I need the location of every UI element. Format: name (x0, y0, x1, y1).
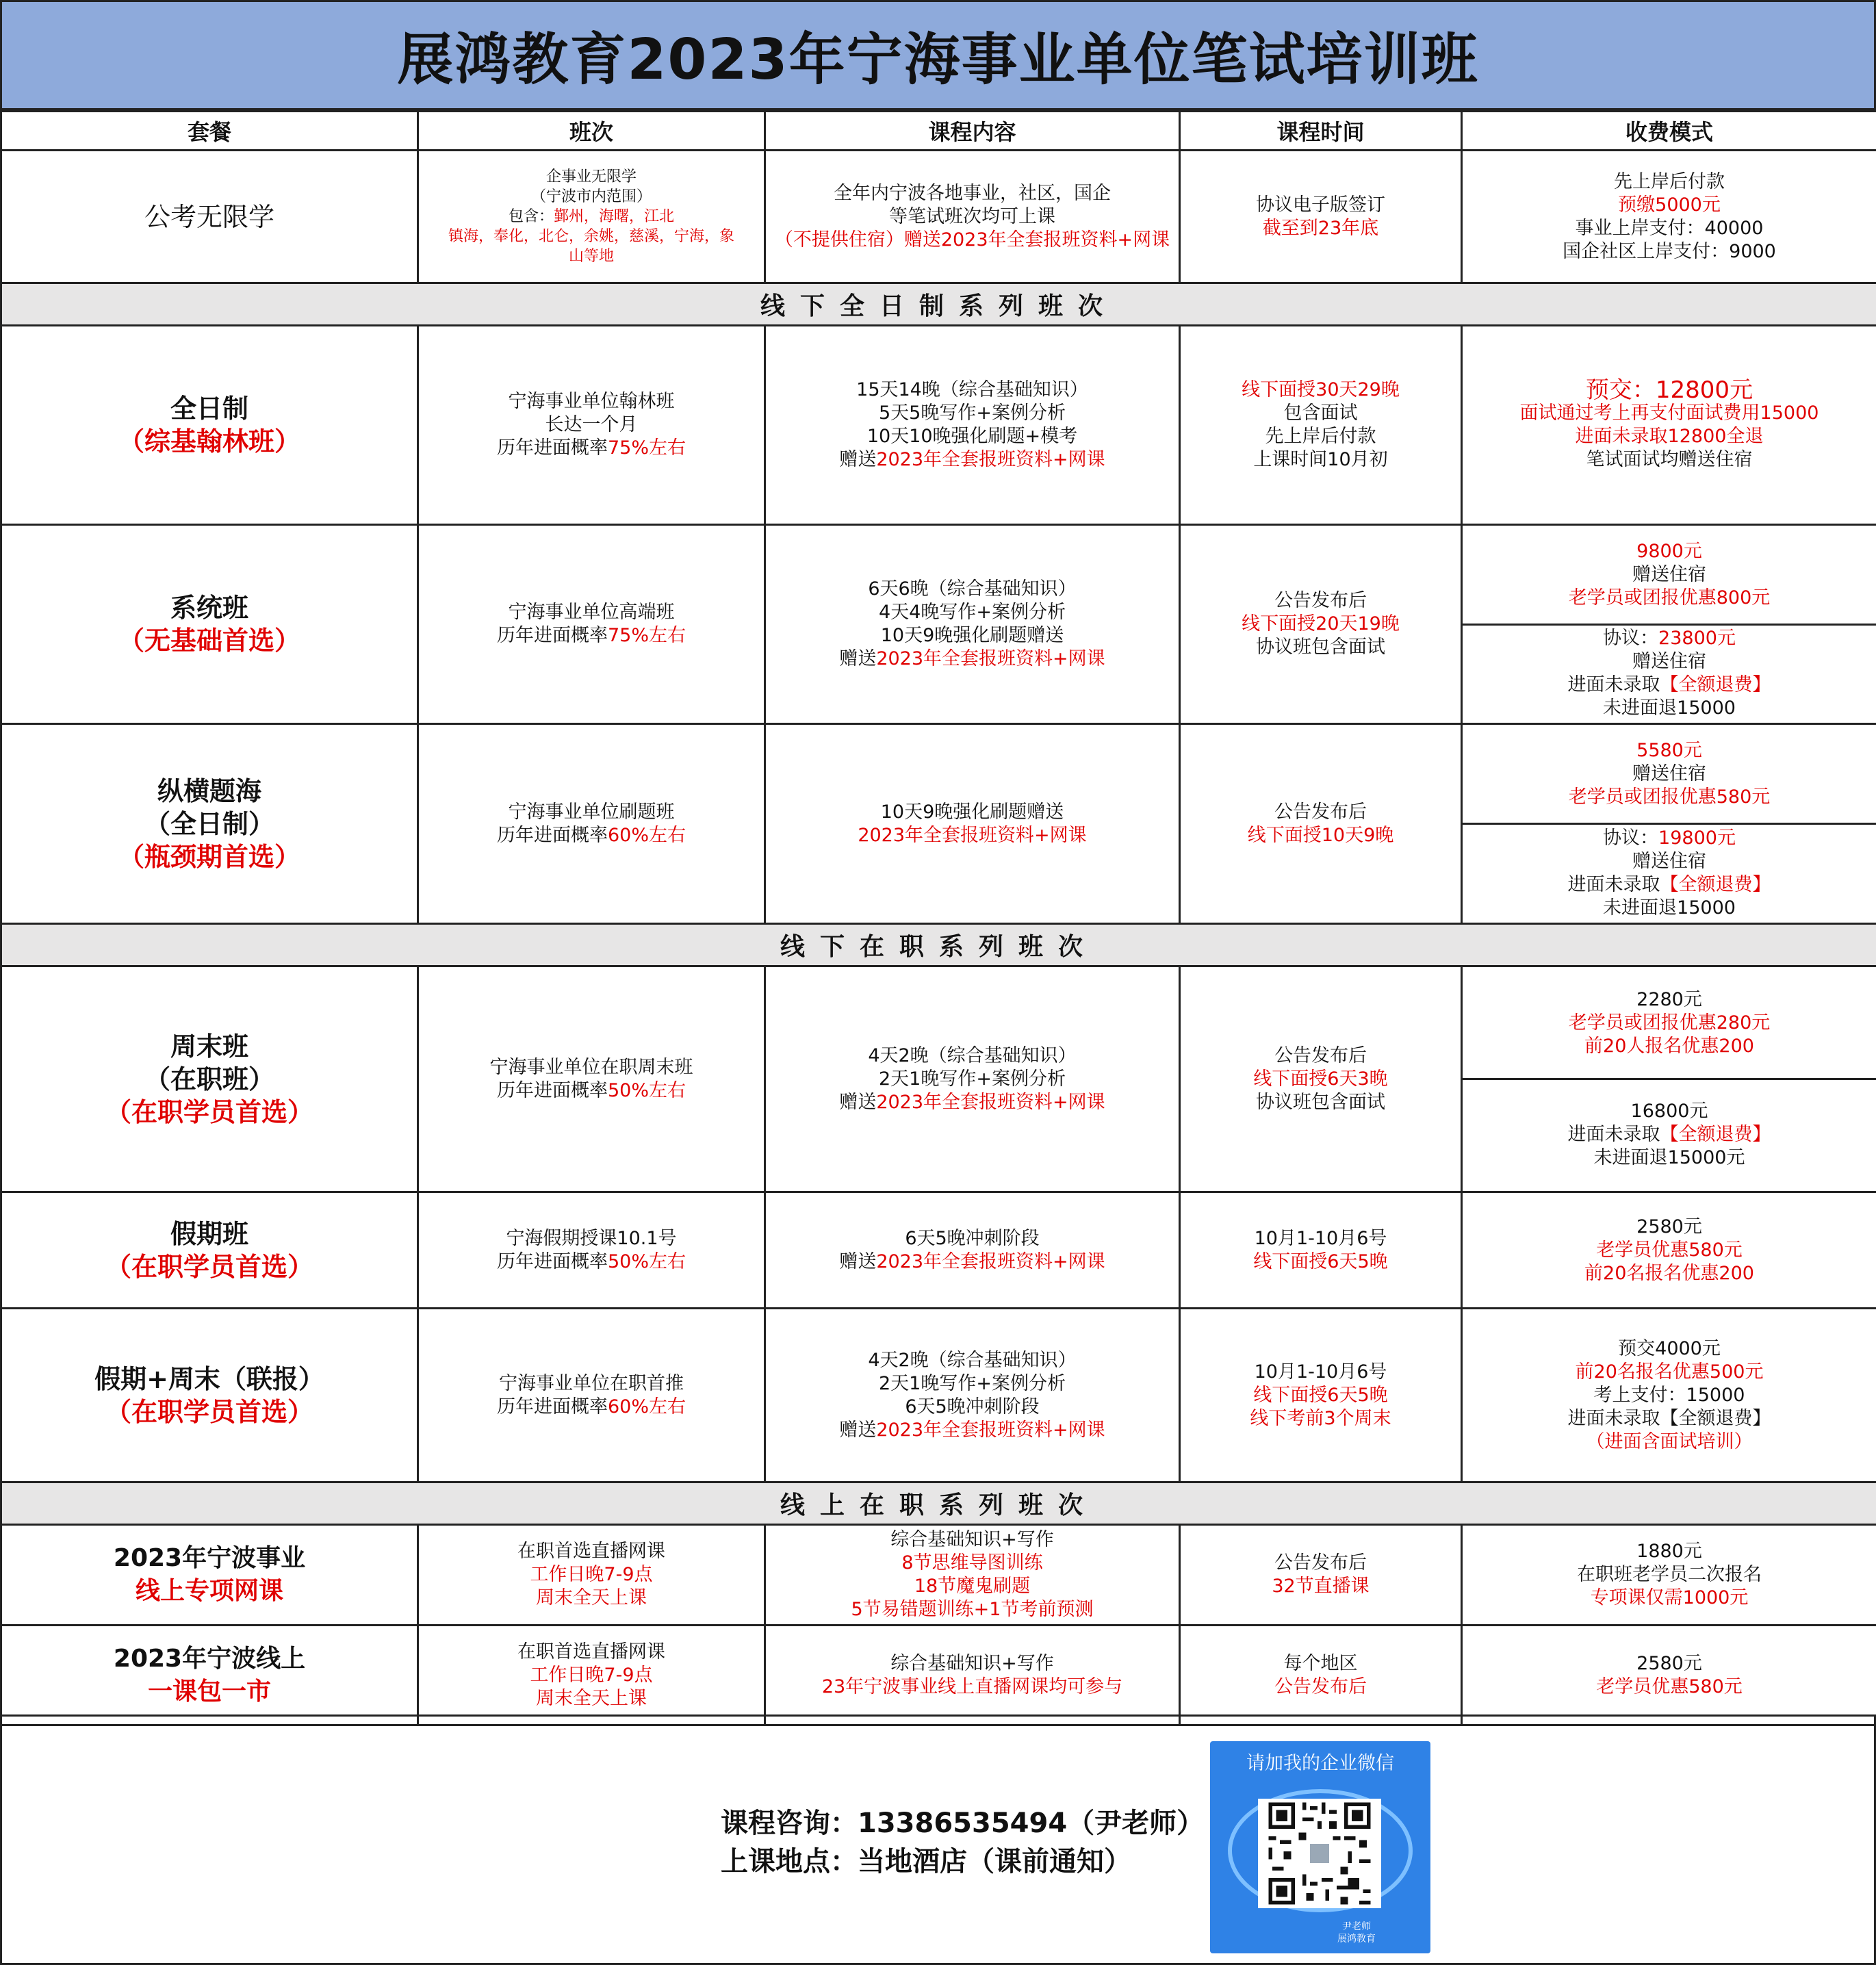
class-text: 历年进面概率 (496, 824, 608, 846)
class-line: 企事业无限学 (545, 168, 637, 185)
content-cell (765, 326, 1180, 525)
class-text: 历年进面概率 (496, 1396, 608, 1417)
header-content: 课程内容 (765, 112, 1180, 151)
package-cell (1, 1309, 418, 1482)
fee-line: 未进面退15000 (1603, 897, 1736, 919)
content-line: 6天5晚冲刺阶段 (905, 1396, 1040, 1417)
class-highlight: 75%左右 (607, 437, 686, 459)
qr-owner (1337, 1921, 1376, 1945)
class-line (424, 1079, 758, 1103)
class-line: 宁海事业单位在职周末班 (489, 1056, 693, 1078)
class-cell (418, 1192, 765, 1309)
fee-line: （进面含面试培训） (1586, 1430, 1753, 1452)
time-line: 线下面授30天29晚 (1242, 379, 1400, 400)
package-tag: 一课包一市 (147, 1677, 271, 1706)
content-cell (765, 1626, 1180, 1725)
content-line (771, 448, 1173, 472)
fee-line: 预交4000元 (1618, 1337, 1721, 1359)
package-name: 纵横题海 (157, 775, 261, 806)
fee-line: 在职班老学员二次报名 (1577, 1564, 1762, 1585)
table-row (1, 724, 1876, 924)
class-highlight: 60%左右 (607, 1396, 686, 1417)
fee-text: 进面未录取 (1567, 873, 1660, 895)
fee-text: 协议： (1603, 827, 1659, 849)
class-line: 宁海事业单位刷题班 (508, 801, 675, 823)
content-line: 10天10晚强化刷题+模考 (866, 426, 1078, 447)
fee-line: 预缴5000元 (1618, 194, 1721, 216)
content-line: （不提供住宿）赠送2023年全套报班资料+网课 (774, 229, 1170, 251)
header-fee: 收费模式 (1462, 112, 1876, 151)
content-text: 赠送 (839, 449, 877, 470)
fee-option-agreement (1463, 1078, 1876, 1190)
fee-line: 老学员优惠580元 (1596, 1239, 1743, 1261)
contact-footer (0, 1714, 1876, 1965)
content-line: 23年宁波事业线上直播网课均可参与 (821, 1675, 1123, 1697)
class-line: 镇海，奉化，北仑，余姚，慈溪，宁海，象 (448, 228, 734, 245)
class-line (424, 624, 758, 647)
fee-line (1463, 827, 1876, 850)
consult-phone[interactable]: 课程咨询：13386535494（尹老师） (721, 1808, 1205, 1839)
fee-line: 预交：12800元 (1585, 376, 1753, 404)
time-line: 每个地区 (1283, 1652, 1358, 1674)
fee-line: 专项课仅需1000元 (1590, 1587, 1749, 1608)
fee-line: 前20名报名优惠200 (1584, 1262, 1754, 1284)
package-tag: （在职学员首选） (105, 1396, 313, 1427)
content-text: 赠送 (839, 1091, 877, 1113)
fee-line: 先上岸后付款 (1614, 170, 1725, 192)
content-line: 4天2晚（综合基础知识） (868, 1044, 1077, 1066)
content-line (771, 1419, 1173, 1442)
fee-line: 2580元 (1636, 1216, 1702, 1237)
package-name: 假期+周末（联报） (94, 1363, 324, 1394)
content-text: 赠送 (839, 1250, 877, 1272)
fee-text: 进面未录取 (1567, 674, 1660, 695)
class-line: 山等地 (568, 248, 614, 265)
time-line: 协议班包含面试 (1256, 637, 1385, 658)
class-text: 历年进面概率 (496, 1250, 608, 1272)
content-line: 5节易错题训练+1节考前预测 (851, 1599, 1094, 1620)
fee-line: 进面未录取12800全退 (1575, 426, 1764, 447)
fee-line: 老学员或团报优惠800元 (1568, 587, 1771, 608)
content-line: 2天1晚写作+案例分析 (879, 1068, 1066, 1090)
table-row (1, 1525, 1876, 1626)
content-cell (765, 1525, 1180, 1626)
fee-line: 2280元 (1636, 988, 1702, 1010)
section-title: 线下全日制系列班次 (1, 283, 1876, 326)
fee-line (1463, 873, 1876, 897)
fee-text: 协议： (1603, 628, 1659, 649)
time-line: 包含面试 (1283, 402, 1358, 424)
content-text: 赠送 (839, 648, 877, 669)
class-line: （宁波市内范围） (530, 188, 652, 205)
page-title: 展鸿教育2023年宁海事业单位笔试培训班 (397, 27, 1479, 92)
section-row (1, 924, 1876, 966)
class-line (424, 1250, 758, 1274)
package-name: 2023年宁波事业 (113, 1544, 306, 1572)
package-tag: （在职学员首选） (105, 1096, 313, 1127)
fee-line: 进面未录取【全额退费】 (1567, 1407, 1771, 1429)
fee-cell (1462, 1626, 1876, 1725)
class-line (424, 437, 758, 460)
content-cell (765, 966, 1180, 1192)
table-row (1, 326, 1876, 525)
content-line: 10天9晚强化刷题赠送 (880, 625, 1064, 646)
time-cell (1180, 724, 1462, 924)
qr-owner-org: 展鸿教育 (1337, 1934, 1376, 1944)
package-cell (1, 525, 418, 724)
fee-line (1463, 1123, 1876, 1146)
fee-cell (1462, 724, 1876, 924)
fee-option-standard (1463, 968, 1876, 1079)
class-line (424, 1396, 758, 1419)
time-line: 线下考前3个周末 (1250, 1407, 1391, 1429)
fee-cell (1462, 326, 1876, 525)
fee-line: 前20名报名优惠500元 (1575, 1361, 1764, 1383)
fee-line: 16800元 (1630, 1101, 1708, 1122)
package-cell (1, 966, 418, 1192)
time-cell (1180, 151, 1462, 283)
class-highlight: 50%左右 (607, 1250, 686, 1272)
fee-line: 1880元 (1636, 1541, 1702, 1562)
package-tag: （综基翰林班） (118, 426, 300, 457)
fee-line: 事业上岸支付：40000 (1575, 217, 1764, 239)
table-row (1, 525, 1876, 724)
content-cell (765, 151, 1180, 283)
fee-cell (1462, 1525, 1876, 1626)
class-cell (418, 1626, 765, 1725)
course-table (0, 110, 1876, 1726)
content-line (771, 647, 1173, 671)
qr-card-title: 请加我的企业微信 (1246, 1753, 1394, 1774)
time-line: 公告发布后 (1274, 1552, 1367, 1574)
package-tag: 线上专项网课 (135, 1577, 283, 1605)
table-row (1, 1309, 1876, 1482)
class-line: 工作日晚7-9点 (530, 1664, 653, 1686)
fee-line: 5580元 (1636, 740, 1702, 762)
time-line: 公告发布后 (1274, 590, 1367, 611)
fee-cell (1462, 966, 1876, 1192)
content-line: 全年内宁波各地事业，社区，国企 (834, 182, 1111, 204)
class-line: 在职首选直播网课 (517, 1541, 665, 1562)
fee-line: 赠送住宿 (1632, 850, 1706, 872)
time-cell (1180, 1626, 1462, 1725)
package-name: 全日制 (170, 394, 248, 424)
fee-line: 赠送住宿 (1632, 763, 1706, 785)
class-line: 宁海事业单位在职首推 (499, 1372, 684, 1394)
table-row (1, 966, 1876, 1192)
fee-line: 国企社区上岸支付：9000 (1563, 240, 1776, 262)
time-cell (1180, 1192, 1462, 1309)
class-highlight: 50%左右 (607, 1079, 686, 1101)
fee-highlight: 23800元 (1658, 628, 1736, 649)
time-line: 线下面授6天3晚 (1253, 1068, 1388, 1090)
package-name: 公考无限学 (144, 201, 274, 232)
content-text: 赠送 (839, 1419, 877, 1441)
title-banner (0, 0, 1876, 110)
time-line: 10月1-10月6号 (1254, 1227, 1387, 1249)
package-name: 假期班 (170, 1218, 248, 1249)
content-cell (765, 1192, 1180, 1309)
class-line: 宁海假期授课10.1号 (506, 1227, 677, 1249)
class-line: 宁海事业单位高端班 (508, 602, 675, 623)
time-line: 截至到23年底 (1262, 217, 1379, 239)
content-highlight: 2023年全套报班资料+网课 (876, 449, 1105, 470)
section-row (1, 1482, 1876, 1525)
content-line (771, 1250, 1173, 1274)
package-name: 系统班 (170, 593, 248, 623)
class-line: 长达一个月 (545, 414, 638, 435)
package-name: 2023年宁波线上 (113, 1644, 306, 1673)
class-line (424, 824, 758, 847)
content-line: 5天5晚写作+案例分析 (879, 402, 1066, 424)
time-cell (1180, 326, 1462, 525)
package-cell (1, 1626, 418, 1725)
content-cell (765, 525, 1180, 724)
fee-line: 老学员或团报优惠280元 (1568, 1012, 1771, 1033)
fee-line: 赠送住宿 (1632, 651, 1706, 672)
class-cell (418, 724, 765, 924)
fee-line: 9800元 (1636, 541, 1702, 562)
header-row (1, 112, 1876, 151)
qr-owner-name: 尹老师 (1342, 1921, 1371, 1932)
fee-option-standard (1463, 527, 1876, 624)
package-name: 周末班 (170, 1031, 248, 1062)
package-cell (1, 151, 418, 283)
fee-cell (1462, 1309, 1876, 1482)
content-highlight: 2023年全套报班资料+网课 (876, 1091, 1105, 1113)
class-line: 在职首选直播网课 (517, 1641, 665, 1662)
fee-line: 赠送住宿 (1632, 564, 1706, 585)
class-text: 历年进面概率 (496, 1079, 608, 1101)
section-title: 线下在职系列班次 (1, 924, 1876, 966)
table-row (1, 1192, 1876, 1309)
content-line: 10天9晚强化刷题赠送 (880, 801, 1064, 823)
fee-cell (1462, 525, 1876, 724)
content-line (771, 1091, 1173, 1114)
fee-line: 未进面退15000元 (1593, 1147, 1745, 1169)
class-highlight: 鄞州，海曙，江北 (554, 208, 675, 225)
fee-line: 考上支付：15000 (1593, 1384, 1745, 1406)
fee-text: 进面未录取 (1567, 1124, 1660, 1146)
fee-line: 老学员优惠580元 (1596, 1675, 1743, 1697)
class-text: 包含： (508, 208, 554, 225)
time-line: 32节直播课 (1272, 1576, 1370, 1597)
fee-highlight: 【全额退费】 (1660, 674, 1771, 695)
fee-line (1463, 627, 1876, 650)
class-cell (418, 525, 765, 724)
header-time: 课程时间 (1180, 112, 1462, 151)
class-highlight: 75%左右 (607, 625, 686, 646)
section-title: 线上在职系列班次 (1, 1482, 1876, 1525)
content-line: 15天14晚（综合基础知识） (856, 379, 1088, 400)
fee-cell (1462, 1192, 1876, 1309)
class-text: 历年进面概率 (496, 437, 608, 459)
time-cell (1180, 525, 1462, 724)
package-cell (1, 724, 418, 924)
package-tag: （瓶颈期首选） (118, 841, 300, 872)
time-line: 公告发布后 (1274, 1675, 1367, 1697)
content-cell (765, 1309, 1180, 1482)
fee-line: 面试通过考上再支付面试费用15000 (1519, 402, 1819, 424)
header-class: 班次 (418, 112, 765, 151)
fee-line: 老学员或团报优惠580元 (1568, 786, 1771, 808)
class-line: 宁海事业单位翰林班 (508, 391, 675, 412)
package-name: （全日制） (144, 808, 274, 839)
content-highlight: 2023年全套报班资料+网课 (876, 1250, 1105, 1272)
package-cell (1, 326, 418, 525)
content-line: 4天2晚（综合基础知识） (868, 1349, 1077, 1371)
class-line (424, 207, 758, 227)
header-package: 套餐 (1, 112, 418, 151)
package-name: （在职班） (144, 1064, 274, 1094)
fee-option-agreement (1463, 823, 1876, 922)
fee-highlight: 19800元 (1658, 827, 1736, 849)
class-location: 上课地点：当地酒店（课前通知） (721, 1846, 1131, 1877)
fee-line: 2580元 (1636, 1652, 1702, 1674)
fee-line: 未进面退15000 (1603, 697, 1736, 719)
time-line: 协议电子版签订 (1256, 194, 1385, 216)
section-row (1, 283, 1876, 326)
class-cell (418, 326, 765, 525)
content-line: 2023年全套报班资料+网课 (858, 824, 1087, 846)
fee-option-standard (1463, 726, 1876, 823)
package-tag: （无基础首选） (118, 626, 300, 656)
content-cell (765, 724, 1180, 924)
content-line: 6天5晚冲刺阶段 (905, 1227, 1040, 1249)
wechat-qr-code-icon[interactable] (1258, 1799, 1381, 1908)
content-highlight: 2023年全套报班资料+网课 (876, 1419, 1105, 1441)
fee-highlight: 【全额退费】 (1660, 873, 1771, 895)
content-line: 8节思维导图训练 (901, 1552, 1043, 1574)
fee-highlight: 【全额退费】 (1660, 1124, 1771, 1146)
content-line: 等笔试班次均可上课 (889, 205, 1055, 227)
time-line: 10月1-10月6号 (1254, 1361, 1387, 1383)
contact-info (721, 1804, 1204, 1881)
time-line: 线下面授6天5晚 (1253, 1250, 1388, 1272)
wechat-qr-card[interactable] (1210, 1741, 1430, 1953)
time-line: 公告发布后 (1274, 1044, 1367, 1066)
fee-line: 前20人报名优惠200 (1584, 1035, 1754, 1057)
time-cell (1180, 1525, 1462, 1626)
class-text: 历年进面概率 (496, 625, 608, 646)
table-row (1, 151, 1876, 283)
package-cell (1, 1192, 418, 1309)
content-line: 2天1晚写作+案例分析 (879, 1372, 1066, 1394)
content-line: 综合基础知识+写作 (890, 1529, 1054, 1550)
class-line: 周末全天上课 (536, 1687, 647, 1709)
fee-option-agreement (1463, 624, 1876, 722)
time-line: 线下面授10天9晚 (1247, 824, 1394, 846)
class-line: 工作日晚7-9点 (530, 1564, 653, 1585)
content-line: 综合基础知识+写作 (890, 1652, 1054, 1674)
package-cell (1, 1525, 418, 1626)
content-line: 6天6晚（综合基础知识） (868, 578, 1077, 600)
time-line: 线下面授6天5晚 (1253, 1384, 1388, 1406)
content-line: 18节魔鬼刷题 (914, 1576, 1031, 1597)
fee-cell (1462, 151, 1876, 283)
time-cell (1180, 1309, 1462, 1482)
package-tag: （在职学员首选） (105, 1251, 313, 1282)
class-cell (418, 966, 765, 1192)
content-highlight: 2023年全套报班资料+网课 (876, 648, 1105, 669)
class-cell (418, 1309, 765, 1482)
time-line: 线下面授20天19晚 (1242, 613, 1400, 634)
time-line: 上课时间10月初 (1253, 449, 1388, 470)
fee-line (1463, 673, 1876, 697)
class-line: 周末全天上课 (536, 1587, 647, 1608)
class-cell (418, 1525, 765, 1626)
time-cell (1180, 966, 1462, 1192)
time-line: 先上岸后付款 (1265, 426, 1376, 447)
time-line: 协议班包含面试 (1256, 1091, 1385, 1113)
class-highlight: 60%左右 (607, 824, 686, 846)
class-cell (418, 151, 765, 283)
content-line: 4天4晚写作+案例分析 (879, 602, 1066, 623)
table-row (1, 1626, 1876, 1725)
fee-line: 笔试面试均赠送住宿 (1586, 449, 1753, 470)
time-line: 公告发布后 (1274, 801, 1367, 823)
